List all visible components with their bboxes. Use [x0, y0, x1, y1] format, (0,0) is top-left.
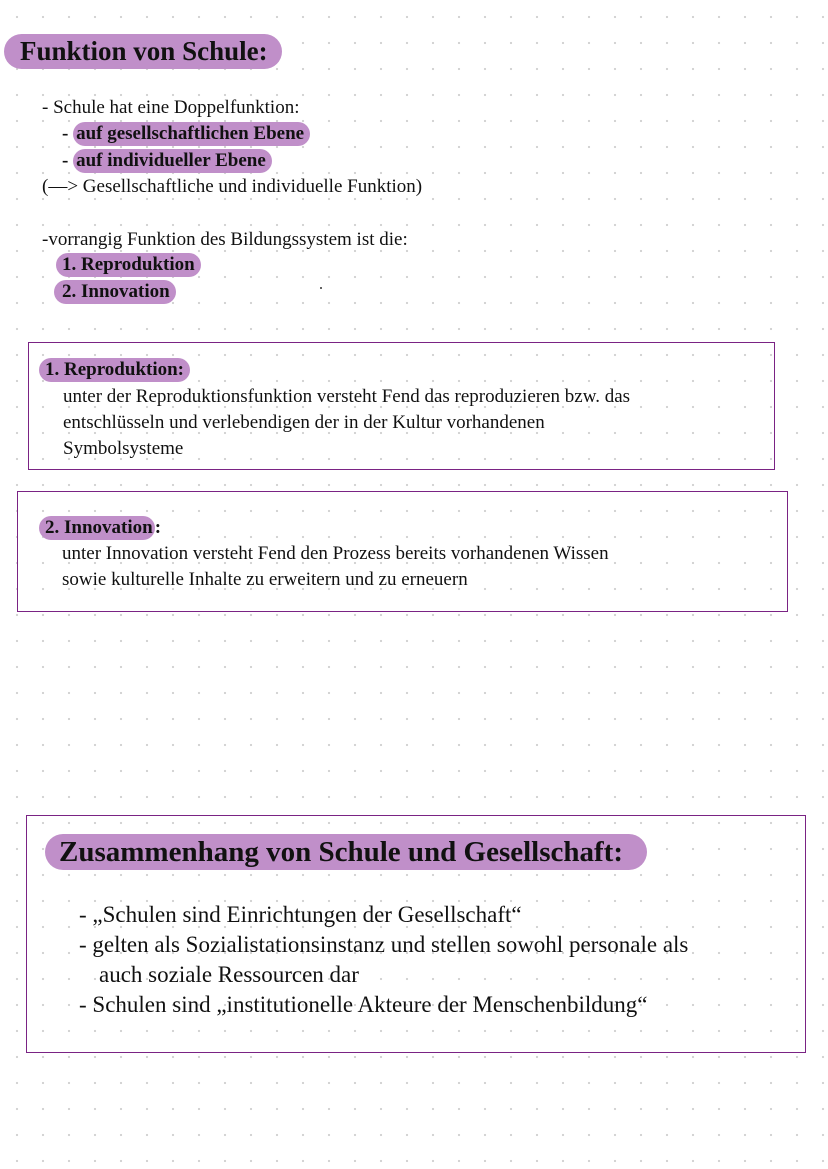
reproduktion-line-1: unter der Reproduktionsfunktion versteht Fend das reproduzieren bzw. das: [63, 386, 631, 407]
function-innovation: 2. Innovation: [54, 280, 176, 304]
item-individual: [62, 148, 272, 174]
innovation-text: [62, 541, 609, 593]
innovation-line-1: unter Innovation versteht Fend den Prozess bereits vorhandenen Wissen: [62, 543, 609, 564]
item-society-label: auf gesellschaftlichen Ebene: [73, 122, 310, 146]
item-individual-label: auf individueller Ebene: [73, 149, 272, 173]
zusammenhang-line-3: auch soziale Ressourcen dar: [99, 962, 359, 987]
vorrangig-line: -vorrangig Funktion des Bildungssystem ist die:: [42, 229, 408, 250]
reproduktion-line-3: Symbolsysteme: [63, 438, 184, 459]
zusammenhang-box: [26, 815, 806, 1053]
summary-line: (—> Gesellschaftliche und individuelle Funktion): [42, 176, 423, 197]
innovation-box: [17, 491, 788, 612]
item-dash: -: [62, 123, 69, 144]
stray-dot: [320, 287, 322, 289]
page-title: Funktion von Schule:: [4, 34, 282, 69]
reproduktion-text: [63, 384, 630, 462]
innovation-heading: [33, 516, 167, 540]
innovation-heading-label: 2. Innovation: [39, 516, 155, 540]
item-dash: -: [62, 150, 69, 171]
reproduktion-heading: 1. Reproduktion:: [39, 358, 190, 382]
zusammenhang-line-1: - „Schulen sind Einrichtungen der Gesellschaft“: [79, 902, 522, 927]
item-society: [62, 121, 310, 147]
zusammenhang-line-4: - Schulen sind „institutionelle Akteure der Menschenbildung“: [79, 992, 648, 1017]
reproduktion-line-2: entschlüsseln und verlebendigen der in der Kultur vorhandenen: [63, 412, 545, 433]
function-reproduktion: 1. Reproduktion: [56, 253, 201, 277]
innovation-line-2: sowie kulturelle Inhalte zu erweitern und zu erneuern: [62, 569, 468, 590]
innovation-heading-colon: :: [154, 517, 162, 538]
zusammenhang-line-2: - gelten als Sozialistationsinstanz und stellen sowohl personale als: [79, 932, 689, 957]
reproduktion-box: [28, 342, 775, 470]
doppelfunktion-line: - Schule hat eine Doppelfunktion:: [42, 97, 300, 118]
zusammenhang-title: Zusammenhang von Schule und Gesellschaft:: [45, 834, 647, 870]
